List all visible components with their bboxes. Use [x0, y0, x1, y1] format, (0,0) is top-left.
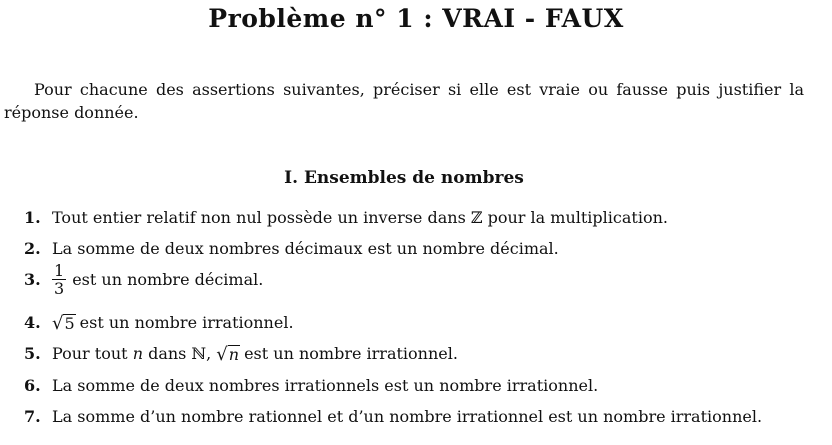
item-text: La somme de deux nombres irrationnels est un nombre irrationnel.: [52, 376, 599, 395]
item-text: La somme de deux nombres décimaux est un nombre décimal.: [52, 239, 559, 258]
variable-n: n: [132, 344, 143, 363]
radicand: 5: [64, 313, 75, 333]
item-number: 1.: [24, 208, 41, 227]
item-text: est un nombre irrationnel.: [244, 344, 458, 363]
problem-title: Problème n° 1 : VRAI - FAUX: [208, 4, 624, 33]
radical-sign: √: [52, 312, 64, 334]
item-text: Tout entier relatif non nul possède un inverse dans ℤ pour la multiplication.: [52, 208, 668, 227]
item-text: La somme d’un nombre rationnel et d’un nombre irrationnel est un nombre irrationnel.: [52, 407, 763, 426]
list-item: [24, 407, 762, 426]
item-number: 4.: [24, 313, 41, 332]
instructions-paragraph: Pour chacune des assertions suivantes, préciser si elle est vraie ou fausse puis justifier la réponse donnée.: [4, 80, 804, 122]
item-text-prefix: Pour tout: [52, 344, 128, 363]
item-number: 5.: [24, 344, 41, 363]
item-text: est un nombre irrationnel.: [79, 313, 294, 332]
fraction: [52, 262, 66, 297]
item-number: 7.: [24, 407, 41, 426]
list-item: [24, 344, 458, 363]
list-item: [24, 262, 263, 297]
fraction-denominator: 3: [54, 279, 65, 298]
section-heading: I. Ensembles de nombres: [284, 168, 524, 188]
fraction-numerator: 1: [54, 261, 65, 280]
square-root: [216, 345, 240, 363]
square-root: [52, 314, 76, 332]
list-item: [24, 208, 668, 227]
radical-sign: √: [216, 343, 228, 365]
item-text-middle: dans ℕ,: [148, 344, 212, 363]
item-number: 3.: [24, 270, 41, 289]
list-item: [24, 239, 559, 258]
list-item: [24, 313, 294, 332]
item-number: 2.: [24, 239, 41, 258]
item-number: 6.: [24, 376, 41, 395]
radicand: n: [228, 344, 240, 364]
list-item: [24, 376, 598, 395]
item-text: est un nombre décimal.: [72, 270, 264, 289]
